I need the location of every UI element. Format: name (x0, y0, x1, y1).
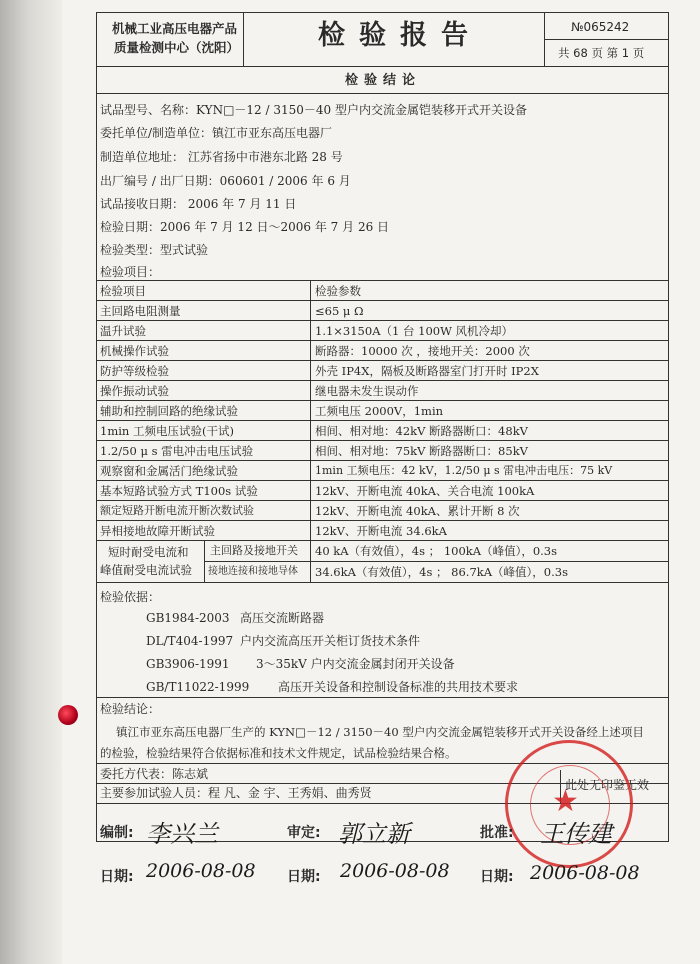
table-cell-param: ≤65 μ Ω (315, 304, 364, 318)
basis-name: 高压开关设备和控制设备标准的共用技术要求 (278, 680, 519, 694)
page-title: 检验报告 (318, 20, 482, 51)
table-cell-param: 外壳 IP4X，隔板及断路器室门打开时 IP2X (315, 364, 539, 378)
table-cell-item: 机械操作试验 (100, 344, 169, 358)
short-time-sub2: 接地连接和接地导体 (208, 566, 298, 577)
items-label: 检验项目： (100, 265, 161, 279)
prepared-signature: 李兴兰 (146, 820, 218, 848)
basis-name: 高压交流断路器 (240, 611, 325, 625)
conclusion-line1: 镇江市亚东高压电器厂生产的 KYN□－12 / 3150－40 型户内交流金属铠装移开式开关设备经上述项目 (116, 725, 644, 739)
table-cell-param: 12kV、开断电流 34.6kA (315, 524, 447, 538)
approved-label: 批准: (480, 825, 514, 841)
table-header-param: 检验参数 (315, 284, 361, 298)
basis-name: 户内交流高压开关柜订货技术条件 (240, 634, 421, 648)
reviewed-label: 审定: (287, 825, 321, 841)
table-cell-item: 基本短路试验方式 T100s 试验 (100, 484, 258, 498)
received-line: 试品接收日期： 2006 年 7 月 11 日 (100, 197, 297, 211)
binding-hole (58, 705, 78, 725)
binding-spine (0, 0, 62, 964)
reviewed-date-label: 日期: (287, 869, 321, 885)
serial-line: 出厂编号 / 出厂日期：060601 / 2006 年 6 月 (100, 174, 351, 188)
table-cell-item: 操作振动试验 (100, 384, 169, 398)
short-time-sub1: 主回路及接地开关 (210, 544, 298, 557)
short-time-label-line2: 峰值耐受电流试验 (100, 563, 192, 577)
approved-signature: 王传建 (540, 820, 612, 848)
table-cell-param: 12kV、开断电流 40kA、累计开断 8 次 (315, 504, 520, 518)
basis-code: GB3906-1991 (146, 657, 230, 671)
table-cell-param: 1min 工频电压：42 kV，1.2/50 μ s 雷电冲击电压：75 kV (315, 464, 613, 477)
participants: 主要参加试验人员：程 凡、金 宇、王秀娟、曲秀贤 (100, 786, 372, 800)
short-time-label-line1: 短时耐受电流和 (108, 545, 189, 559)
test-date-line: 检验日期：2006 年 7 月 12 日～2006 年 7 月 26 日 (100, 220, 390, 234)
basis-code: DL/T404-1997 (146, 634, 234, 648)
client-representative: 委托方代表：陈志斌 (100, 767, 209, 781)
product-line: 试品型号、名称：KYN□－12 / 3150－40 型户内交流金属铠装移开式开关设备 (100, 103, 527, 117)
table-cell-item: 1.2/50 μ s 雷电冲击电压试验 (100, 444, 254, 458)
seal-star-icon: ★ (552, 784, 579, 819)
table-cell-item: 额定短路开断电流开断次数试验 (100, 504, 254, 517)
table-cell-param: 相间、相对地：42kV 断路器断口：48kV (315, 424, 528, 438)
table-cell-item: 温升试验 (100, 324, 146, 338)
conclusion-line2: 的检验，检验结果符合依据标准和技术文件规定，试品检验结果合格。 (100, 746, 457, 760)
prepared-date-label: 日期: (100, 869, 134, 885)
prepared-label: 编制: (100, 825, 134, 841)
conclusion-label: 检验结论： (100, 702, 161, 716)
reviewed-date: 2006-08-08 (340, 860, 450, 882)
table-cell-item: 主回路电阻测量 (100, 304, 181, 318)
short-time-val2: 34.6kA（有效值），4s ； 86.7kA（峰值），0.3s (315, 565, 568, 579)
approved-date-label: 日期: (480, 869, 514, 885)
table-cell-param: 断路器：10000 次 ，接地开关：2000 次 (315, 344, 530, 358)
address-line: 制造单位地址： 江苏省扬中市港东北路 28 号 (100, 150, 343, 164)
short-time-val1: 40 kA（有效值），4s ； 100kA（峰值），0.3s (315, 544, 558, 558)
client-line: 委托单位/制造单位：镇江市亚东高压电器厂 (100, 126, 333, 140)
table-cell-param: 继电器未发生误动作 (315, 384, 419, 398)
prepared-date: 2006-08-08 (146, 860, 256, 882)
stamp-note: 此处无印鉴无效 (565, 778, 650, 792)
test-type-line: 检验类型：型式试验 (100, 243, 209, 257)
basis-name: 3～35kV 户内交流金属封闭开关设备 (256, 657, 455, 671)
table-cell-item: 观察窗和金属活门绝缘试验 (100, 464, 238, 478)
basis-code: GB1984-2003 (146, 611, 230, 625)
table-header-item: 检验项目 (100, 284, 146, 298)
table-cell-item: 1min 工频电压试验(干试) (100, 424, 234, 438)
table-cell-param: 1.1×3150A（1 台 100W 风机冷却） (315, 324, 514, 338)
table-cell-param: 工频电压 2000V，1min (315, 404, 444, 418)
table-cell-param: 相间、相对地：75kV 断路器断口：85kV (315, 444, 528, 458)
table-cell-item: 辅助和控制回路的绝缘试验 (100, 404, 238, 418)
page-count: 共 68 页 第 1 页 (558, 46, 645, 60)
report-number: №065242 (571, 20, 630, 34)
reviewed-signature: 郭立新 (338, 820, 410, 848)
basis-label: 检验依据： (100, 590, 161, 604)
table-cell-item: 防护等级检验 (100, 364, 169, 378)
org-name-line2: 质量检测中心（沈阳） (114, 40, 240, 55)
table-cell-item: 异相接地故障开断试验 (100, 524, 215, 538)
section-title: 检验结论 (345, 73, 422, 88)
basis-code: GB/T11022-1999 (146, 680, 250, 694)
approved-date: 2006-08-08 (530, 862, 640, 884)
table-cell-param: 12kV、开断电流 40kA、关合电流 100kA (315, 484, 535, 498)
header-divider (96, 66, 669, 67)
org-name-line1: 机械工业高压电器产品 (112, 21, 238, 36)
